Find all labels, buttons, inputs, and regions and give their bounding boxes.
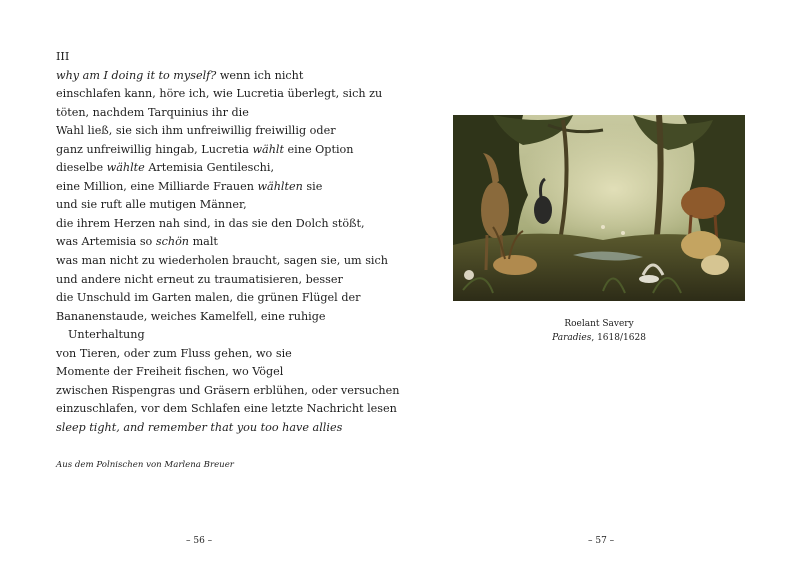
poem-segment: einzuschlafen, vor dem Schlafen eine letzte Nachricht lesen xyxy=(56,402,397,416)
poem-text xyxy=(56,48,400,437)
poem-segment: III xyxy=(56,50,70,63)
poem-italic-segment: why am I doing it to myself? xyxy=(56,68,217,82)
poem-segment: und andere nicht erneut zu traumatisieren, besser xyxy=(56,272,343,286)
poem-segment: Unterhaltung xyxy=(68,328,145,342)
poem-segment: was Artemisia so xyxy=(56,235,156,249)
poem-line xyxy=(56,48,386,67)
translation-credit: Aus dem Polnischen von Marlena Breuer xyxy=(56,460,234,470)
caption-date: , 1618/1628 xyxy=(591,333,646,343)
page-number-right: – 57 – xyxy=(588,536,615,546)
caption-artist: Roelant Savery xyxy=(564,319,634,329)
painting-image xyxy=(453,115,745,301)
poem-segment: sie xyxy=(302,179,323,193)
poem-line xyxy=(56,326,386,345)
poem-segment: wenn ich nicht xyxy=(216,68,304,82)
right-page xyxy=(400,0,800,585)
page-number-left: – 56 – xyxy=(186,536,213,546)
poem-line xyxy=(56,252,386,271)
poem-italic-segment: schön xyxy=(155,235,190,249)
poem-segment: eine Option xyxy=(284,142,354,156)
poem-line xyxy=(56,345,386,364)
poem-segment: was man nicht zu wiederholen braucht, sagen sie, um sich xyxy=(56,254,388,268)
poem-line xyxy=(56,196,386,215)
poem-line xyxy=(56,215,386,234)
poem-segment: die ihrem Herzen nah sind, in das sie den Dolch stößt, xyxy=(56,216,365,230)
poem-line xyxy=(56,382,400,401)
poem-line xyxy=(56,363,386,382)
poem-segment: Bananenstaude, weiches Kamelfell, eine ruhige xyxy=(56,309,326,323)
poem-italic-segment: sleep tight, and remember that you too have allies xyxy=(56,420,343,434)
poem-segment: zwischen Rispengras und Gräsern erblühen, oder versuchen xyxy=(56,383,400,397)
poem-line xyxy=(56,289,386,308)
poem-segment: malt xyxy=(189,235,218,249)
poem-line xyxy=(56,104,386,123)
poem-segment: Momente der Freiheit fischen, wo Vögel xyxy=(56,365,284,379)
poem-line xyxy=(56,419,386,438)
poem-line xyxy=(56,141,386,160)
poem-segment: und sie ruft alle mutigen Männer, xyxy=(56,198,247,212)
poem-segment: eine Million, eine Milliarde Frauen xyxy=(56,179,258,193)
poem-italic-segment: wählt xyxy=(252,142,284,156)
poem-line xyxy=(56,178,386,197)
poem-line xyxy=(56,308,386,327)
caption-title: Paradies xyxy=(552,333,592,343)
poem-line xyxy=(56,271,386,290)
poem-segment: dieselbe xyxy=(56,161,107,175)
poem-italic-segment: wählten xyxy=(257,179,303,193)
poem-segment: Wahl ließ, sie sich ihm unfreiwillig freiwillig oder xyxy=(56,124,336,138)
poem-line xyxy=(56,233,386,252)
poem-line xyxy=(56,67,386,86)
poem-line xyxy=(56,159,386,178)
poem-segment: einschlafen kann, höre ich, wie Lucretia überlegt, sich zu xyxy=(56,87,383,101)
poem-segment: Artemisia Gentileschi, xyxy=(144,161,275,175)
caption-work xyxy=(452,331,746,345)
poem-line xyxy=(56,122,386,141)
poem-italic-segment: wählte xyxy=(106,161,145,175)
poem-segment: töten, nachdem Tarquinius ihr die xyxy=(56,105,249,119)
poem-line xyxy=(56,400,397,419)
painting-caption xyxy=(452,317,746,345)
poem-segment: von Tieren, oder zum Fluss gehen, wo sie xyxy=(56,346,292,360)
poem-line xyxy=(56,85,386,104)
poem-segment: ganz unfreiwillig hingab, Lucretia xyxy=(56,142,253,156)
poem-segment: die Unschuld im Garten malen, die grünen Flügel der xyxy=(56,291,361,305)
